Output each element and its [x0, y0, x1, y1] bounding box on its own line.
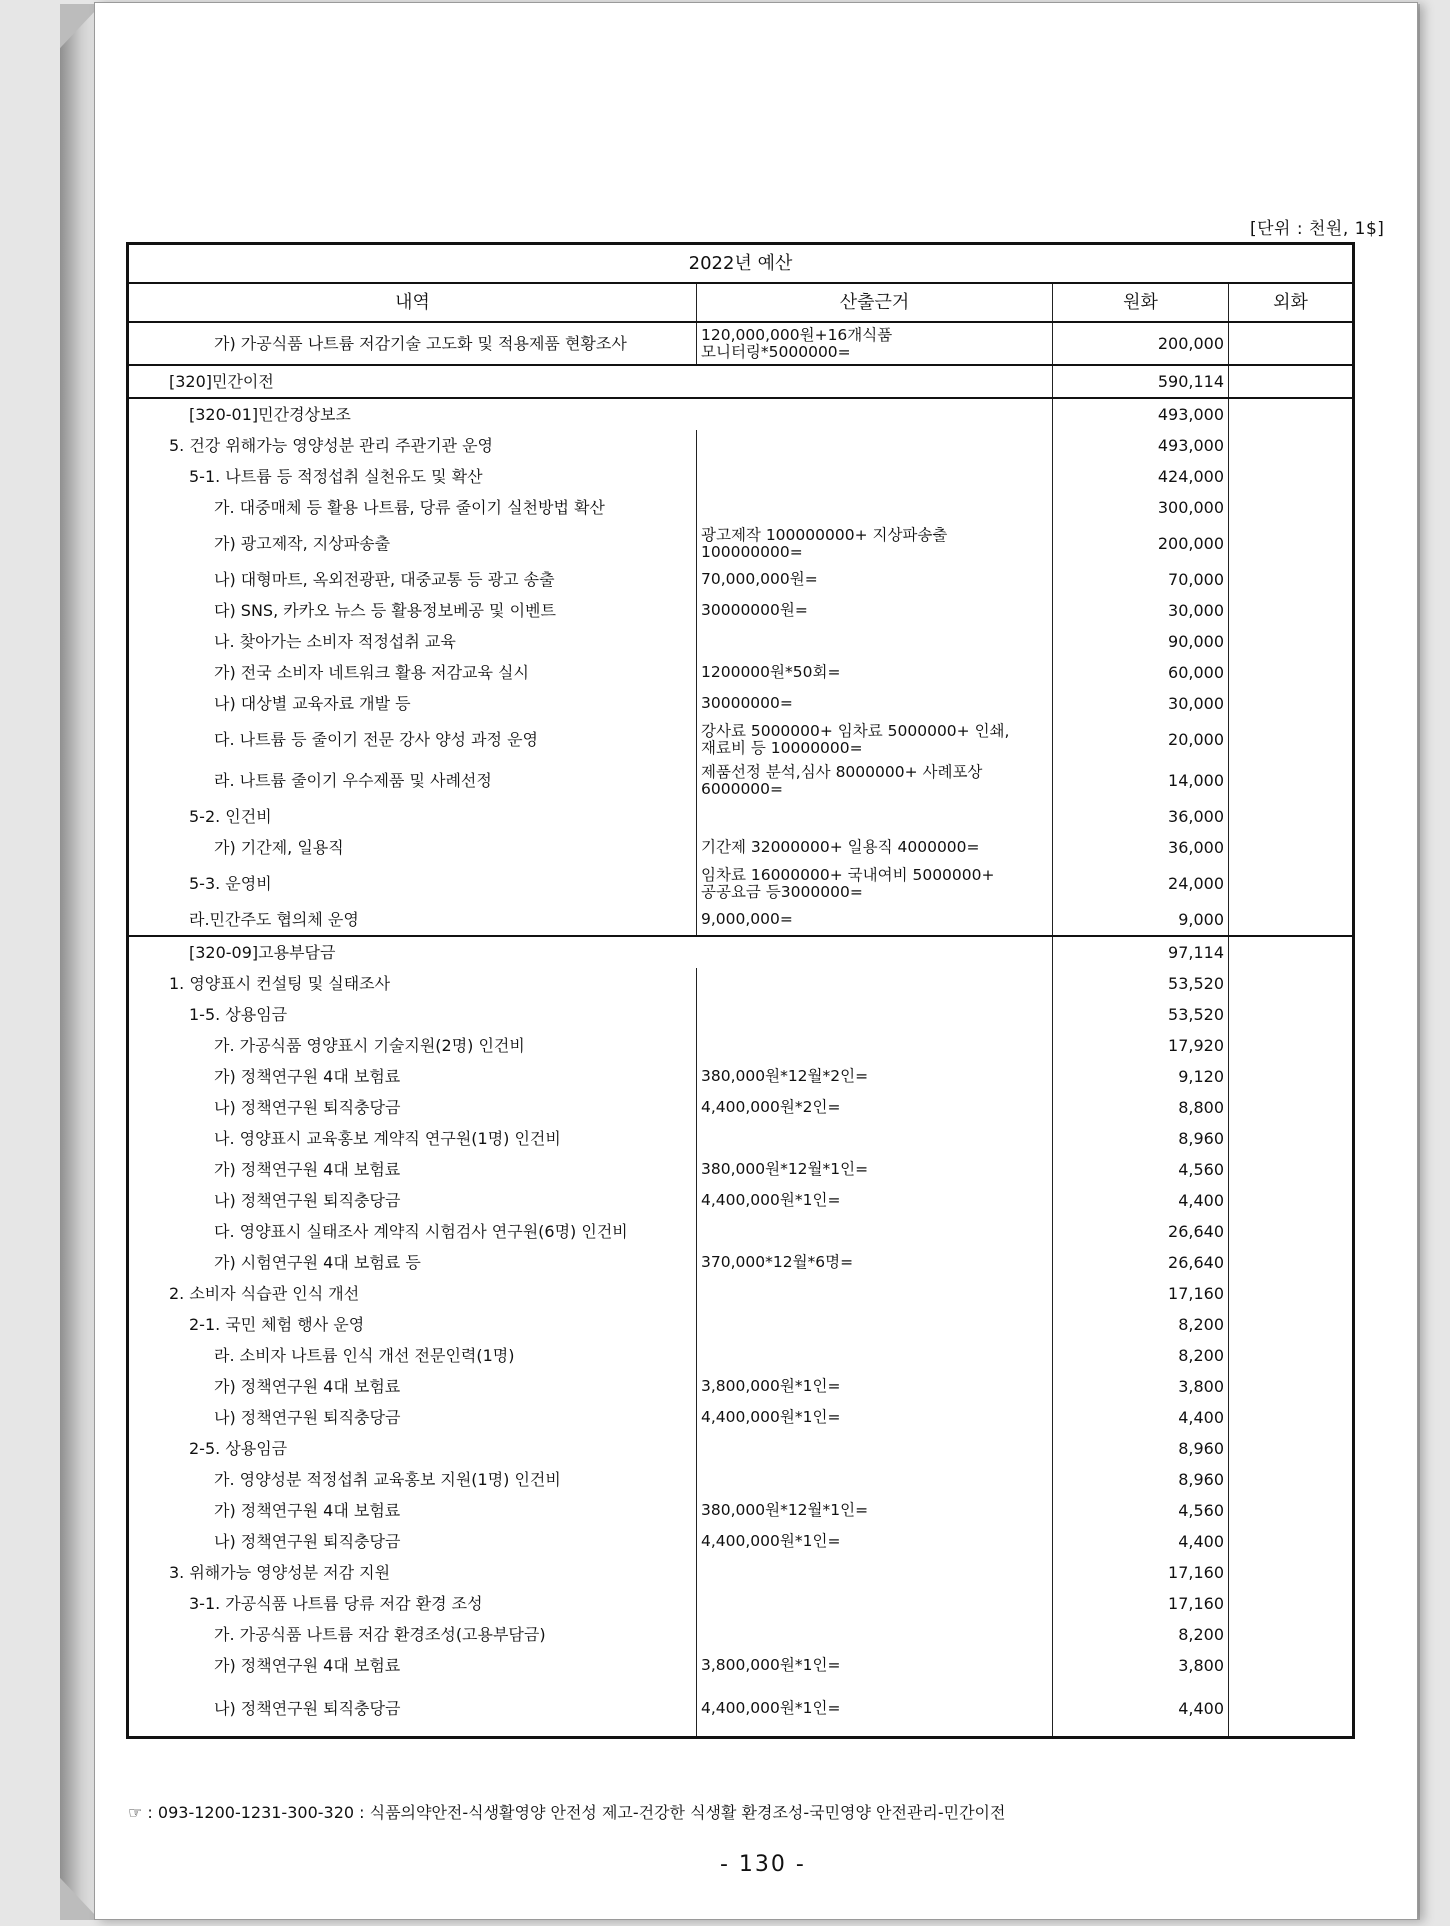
- row-foreign-amount: [1229, 1185, 1354, 1216]
- row-krw-amount: 26,640: [1053, 1247, 1229, 1278]
- row-description: 3. 위해가능 영양성분 저감 지원: [128, 1557, 697, 1588]
- row-foreign-amount: [1229, 936, 1354, 968]
- footnote: ☞ : 093-1200-1231-300-320 : 식품의약안전-식생활영양 안전성 제고-건강한 식생활 환경조성-국민영양 안전관리-민간이전: [128, 1803, 1006, 1822]
- table-row: [128, 1619, 1354, 1650]
- row-description: 나. 찾아가는 소비자 적정섭취 교육: [128, 626, 697, 657]
- row-description: 2-1. 국민 체험 행사 운영: [128, 1309, 697, 1340]
- table-row: [128, 1495, 1354, 1526]
- row-basis: [697, 1588, 1053, 1619]
- row-krw-amount: 4,400: [1053, 1681, 1229, 1738]
- row-foreign-amount: [1229, 1030, 1354, 1061]
- row-description: [320-09]고용부담금: [128, 936, 1053, 968]
- header-krw: 원화: [1053, 283, 1229, 322]
- row-description: 1. 영양표시 컨설팅 및 실태조사: [128, 968, 697, 999]
- row-krw-amount: 4,560: [1053, 1495, 1229, 1526]
- row-description: [320]민간이전: [128, 365, 1053, 398]
- row-foreign-amount: [1229, 1092, 1354, 1123]
- row-krw-amount: 3,800: [1053, 1650, 1229, 1681]
- row-foreign-amount: [1229, 322, 1354, 365]
- row-basis: 70,000,000원=: [697, 564, 1053, 595]
- row-foreign-amount: [1229, 1154, 1354, 1185]
- row-basis: [697, 1464, 1053, 1495]
- table-row: [128, 492, 1354, 523]
- row-description: 가) 정책연구원 4대 보험료: [128, 1371, 697, 1402]
- row-basis: [697, 1278, 1053, 1309]
- row-basis: [697, 968, 1053, 999]
- row-krw-amount: 4,400: [1053, 1402, 1229, 1433]
- row-krw-amount: 9,120: [1053, 1061, 1229, 1092]
- row-foreign-amount: [1229, 1650, 1354, 1681]
- table-row: [128, 626, 1354, 657]
- row-description: 나) 정책연구원 퇴직충당금: [128, 1185, 697, 1216]
- row-basis: 3,800,000원*1인=: [697, 1650, 1053, 1681]
- row-description: 라. 나트륨 줄이기 우수제품 및 사례선정: [128, 760, 697, 801]
- row-foreign-amount: [1229, 801, 1354, 832]
- row-description: 가) 가공식품 나트륨 저감기술 고도화 및 적용제품 현황조사: [128, 322, 697, 365]
- row-krw-amount: 36,000: [1053, 801, 1229, 832]
- row-foreign-amount: [1229, 968, 1354, 999]
- row-basis: 임차료 16000000+ 국내여비 5000000+ 공공요금 등3000000=: [697, 863, 1053, 904]
- row-krw-amount: 30,000: [1053, 688, 1229, 719]
- row-krw-amount: 9,000: [1053, 904, 1229, 936]
- table-title-row: [128, 244, 1354, 284]
- row-basis: 기간제 32000000+ 일용직 4000000=: [697, 832, 1053, 863]
- row-foreign-amount: [1229, 1123, 1354, 1154]
- row-krw-amount: 4,400: [1053, 1526, 1229, 1557]
- row-krw-amount: 60,000: [1053, 657, 1229, 688]
- table-row: [128, 1681, 1354, 1738]
- row-description: 나) 대형마트, 옥외전광판, 대중교통 등 광고 송출: [128, 564, 697, 595]
- row-description: 가) 정책연구원 4대 보험료: [128, 1650, 697, 1681]
- row-basis: 4,400,000원*1인=: [697, 1185, 1053, 1216]
- row-description: [320-01]민간경상보조: [128, 398, 1053, 430]
- row-foreign-amount: [1229, 1371, 1354, 1402]
- row-basis: 강사료 5000000+ 임차료 5000000+ 인쇄, 재료비 등 10000000=: [697, 719, 1053, 760]
- row-description: 다) SNS, 카카오 뉴스 등 활용정보베공 및 이벤트: [128, 595, 697, 626]
- row-basis: [697, 430, 1053, 461]
- row-krw-amount: 36,000: [1053, 832, 1229, 863]
- row-description: 가) 정책연구원 4대 보험료: [128, 1061, 697, 1092]
- row-basis: 4,400,000원*1인=: [697, 1402, 1053, 1433]
- row-foreign-amount: [1229, 365, 1354, 398]
- header-foreign: 외화: [1229, 283, 1354, 322]
- row-description: 다. 영양표시 실태조사 계약직 시험검사 연구원(6명) 인건비: [128, 1216, 697, 1247]
- row-krw-amount: 590,114: [1053, 365, 1229, 398]
- row-krw-amount: 8,800: [1053, 1092, 1229, 1123]
- row-foreign-amount: [1229, 1433, 1354, 1464]
- row-basis: 120,000,000원+16개식품 모니터링*5000000=: [697, 322, 1053, 365]
- table-row: [128, 1433, 1354, 1464]
- table-row: [128, 1123, 1354, 1154]
- row-description: 나) 대상별 교육자료 개발 등: [128, 688, 697, 719]
- row-basis: [697, 1030, 1053, 1061]
- row-basis: [697, 1309, 1053, 1340]
- row-description: 가) 정책연구원 4대 보험료: [128, 1154, 697, 1185]
- row-foreign-amount: [1229, 832, 1354, 863]
- table-row: [128, 398, 1354, 430]
- row-basis: 30000000원=: [697, 595, 1053, 626]
- row-foreign-amount: [1229, 430, 1354, 461]
- unit-label: [단위 : 천원, 1$]: [1250, 219, 1385, 239]
- row-basis: 30000000=: [697, 688, 1053, 719]
- row-krw-amount: 53,520: [1053, 999, 1229, 1030]
- table-row: [128, 1371, 1354, 1402]
- row-foreign-amount: [1229, 564, 1354, 595]
- row-foreign-amount: [1229, 1402, 1354, 1433]
- row-basis: [697, 1557, 1053, 1588]
- table-row: [128, 1247, 1354, 1278]
- row-krw-amount: 493,000: [1053, 398, 1229, 430]
- row-foreign-amount: [1229, 1588, 1354, 1619]
- row-description: 5. 건강 위해가능 영양성분 관리 주관기관 운영: [128, 430, 697, 461]
- row-description: 가. 대중매체 등 활용 나트륨, 당류 줄이기 실천방법 확산: [128, 492, 697, 523]
- table-row: [128, 1216, 1354, 1247]
- row-krw-amount: 70,000: [1053, 564, 1229, 595]
- table-row: [128, 1402, 1354, 1433]
- table-header-row: [128, 283, 1354, 322]
- row-foreign-amount: [1229, 398, 1354, 430]
- row-basis: [697, 1340, 1053, 1371]
- row-description: 다. 나트륨 등 줄이기 전문 강사 양성 과정 운영: [128, 719, 697, 760]
- row-description: 가) 기간제, 일용직: [128, 832, 697, 863]
- row-foreign-amount: [1229, 1557, 1354, 1588]
- table-row: [128, 1340, 1354, 1371]
- table-row: [128, 832, 1354, 863]
- table-row: [128, 688, 1354, 719]
- row-krw-amount: 30,000: [1053, 595, 1229, 626]
- row-krw-amount: 17,160: [1053, 1557, 1229, 1588]
- row-basis: 380,000원*12월*1인=: [697, 1154, 1053, 1185]
- row-krw-amount: 14,000: [1053, 760, 1229, 801]
- header-description: 내역: [128, 283, 697, 322]
- row-description: 3-1. 가공식품 나트륨 당류 저감 환경 조성: [128, 1588, 697, 1619]
- table-row: [128, 1185, 1354, 1216]
- row-krw-amount: 17,160: [1053, 1278, 1229, 1309]
- row-foreign-amount: [1229, 461, 1354, 492]
- row-krw-amount: 53,520: [1053, 968, 1229, 999]
- row-foreign-amount: [1229, 1526, 1354, 1557]
- row-krw-amount: 4,560: [1053, 1154, 1229, 1185]
- row-foreign-amount: [1229, 1247, 1354, 1278]
- row-description: 가. 가공식품 영양표시 기술지원(2명) 인건비: [128, 1030, 697, 1061]
- table-row: [128, 863, 1354, 904]
- table-row: [128, 365, 1354, 398]
- row-foreign-amount: [1229, 1619, 1354, 1650]
- row-foreign-amount: [1229, 999, 1354, 1030]
- row-foreign-amount: [1229, 1216, 1354, 1247]
- row-krw-amount: 8,960: [1053, 1464, 1229, 1495]
- row-krw-amount: 493,000: [1053, 430, 1229, 461]
- row-basis: 380,000원*12월*1인=: [697, 1495, 1053, 1526]
- row-foreign-amount: [1229, 863, 1354, 904]
- row-foreign-amount: [1229, 657, 1354, 688]
- table-row: [128, 999, 1354, 1030]
- row-foreign-amount: [1229, 1278, 1354, 1309]
- table-row: [128, 1526, 1354, 1557]
- row-krw-amount: 4,400: [1053, 1185, 1229, 1216]
- row-basis: [697, 1216, 1053, 1247]
- row-foreign-amount: [1229, 1340, 1354, 1371]
- table-row: [128, 523, 1354, 564]
- row-basis: 380,000원*12월*2인=: [697, 1061, 1053, 1092]
- row-description: 2. 소비자 식습관 인식 개선: [128, 1278, 697, 1309]
- row-basis: [697, 626, 1053, 657]
- table-row: [128, 430, 1354, 461]
- row-krw-amount: 200,000: [1053, 523, 1229, 564]
- row-basis: 4,400,000원*2인=: [697, 1092, 1053, 1123]
- table-row: [128, 1464, 1354, 1495]
- table-row: [128, 968, 1354, 999]
- row-description: 나) 정책연구원 퇴직충당금: [128, 1092, 697, 1123]
- table-row: [128, 1278, 1354, 1309]
- row-basis: 370,000*12월*6명=: [697, 1247, 1053, 1278]
- table-row: [128, 904, 1354, 936]
- row-krw-amount: 8,960: [1053, 1123, 1229, 1154]
- row-basis: [697, 1433, 1053, 1464]
- table-row: [128, 1309, 1354, 1340]
- row-description: 5-1. 나트륨 등 적정섭취 실천유도 및 확산: [128, 461, 697, 492]
- row-basis: [697, 461, 1053, 492]
- row-krw-amount: 200,000: [1053, 322, 1229, 365]
- row-foreign-amount: [1229, 1681, 1354, 1738]
- row-description: 1-5. 상용임금: [128, 999, 697, 1030]
- row-description: 가. 영양성분 적정섭취 교육홍보 지원(1명) 인건비: [128, 1464, 697, 1495]
- row-basis: [697, 801, 1053, 832]
- table-row: [128, 1154, 1354, 1185]
- row-basis: 4,400,000원*1인=: [697, 1526, 1053, 1557]
- row-foreign-amount: [1229, 904, 1354, 936]
- page-edge: [60, 10, 96, 1916]
- row-foreign-amount: [1229, 492, 1354, 523]
- row-foreign-amount: [1229, 595, 1354, 626]
- row-krw-amount: 97,114: [1053, 936, 1229, 968]
- table-row: [128, 1557, 1354, 1588]
- row-krw-amount: 17,920: [1053, 1030, 1229, 1061]
- row-description: 나) 정책연구원 퇴직충당금: [128, 1526, 697, 1557]
- row-description: 5-2. 인건비: [128, 801, 697, 832]
- row-description: 라.민간주도 협의체 운영: [128, 904, 697, 936]
- header-basis: 산출근거: [697, 283, 1053, 322]
- row-basis: 1200000원*50회=: [697, 657, 1053, 688]
- table-row: [128, 1650, 1354, 1681]
- row-krw-amount: 8,960: [1053, 1433, 1229, 1464]
- table-row: [128, 595, 1354, 626]
- row-foreign-amount: [1229, 760, 1354, 801]
- row-basis: [697, 1619, 1053, 1650]
- row-basis: [697, 999, 1053, 1030]
- row-krw-amount: 8,200: [1053, 1619, 1229, 1650]
- row-basis: [697, 1123, 1053, 1154]
- row-krw-amount: 8,200: [1053, 1340, 1229, 1371]
- table-row: [128, 461, 1354, 492]
- row-description: 가) 광고제작, 지상파송출: [128, 523, 697, 564]
- row-foreign-amount: [1229, 626, 1354, 657]
- row-foreign-amount: [1229, 719, 1354, 760]
- row-basis: 4,400,000원*1인=: [697, 1681, 1053, 1738]
- row-foreign-amount: [1229, 1309, 1354, 1340]
- table-title: 2022년 예산: [128, 244, 1354, 284]
- row-description: 가) 전국 소비자 네트워크 활용 저감교육 실시: [128, 657, 697, 688]
- row-description: 5-3. 운영비: [128, 863, 697, 904]
- row-foreign-amount: [1229, 1495, 1354, 1526]
- row-krw-amount: 17,160: [1053, 1588, 1229, 1619]
- page-number: - 130 -: [720, 1852, 806, 1877]
- row-description: 나) 정책연구원 퇴직충당금: [128, 1402, 697, 1433]
- row-description: 가. 가공식품 나트륨 저감 환경조성(고용부담금): [128, 1619, 697, 1650]
- row-foreign-amount: [1229, 523, 1354, 564]
- table-row: [128, 657, 1354, 688]
- row-description: 나. 영양표시 교육홍보 계약직 연구원(1명) 인건비: [128, 1123, 697, 1154]
- row-basis: 3,800,000원*1인=: [697, 1371, 1053, 1402]
- table-row: [128, 1061, 1354, 1092]
- row-krw-amount: 24,000: [1053, 863, 1229, 904]
- row-krw-amount: 90,000: [1053, 626, 1229, 657]
- row-foreign-amount: [1229, 1061, 1354, 1092]
- table-row: [128, 1588, 1354, 1619]
- row-krw-amount: 26,640: [1053, 1216, 1229, 1247]
- row-krw-amount: 8,200: [1053, 1309, 1229, 1340]
- row-description: 라. 소비자 나트륨 인식 개선 전문인력(1명): [128, 1340, 697, 1371]
- table-row: [128, 322, 1354, 365]
- row-foreign-amount: [1229, 688, 1354, 719]
- row-basis: 제품선정 분석,심사 8000000+ 사례포상 6000000=: [697, 760, 1053, 801]
- table-row: [128, 936, 1354, 968]
- row-basis: [697, 492, 1053, 523]
- table-row: [128, 719, 1354, 760]
- budget-table: [126, 242, 1355, 1739]
- row-description: 가) 시험연구원 4대 보험료 등: [128, 1247, 697, 1278]
- row-description: 가) 정책연구원 4대 보험료: [128, 1495, 697, 1526]
- table-row: [128, 564, 1354, 595]
- row-krw-amount: 424,000: [1053, 461, 1229, 492]
- row-basis: 9,000,000=: [697, 904, 1053, 936]
- row-krw-amount: 300,000: [1053, 492, 1229, 523]
- table-row: [128, 760, 1354, 801]
- row-description: 나) 정책연구원 퇴직충당금: [128, 1681, 697, 1738]
- table-row: [128, 1030, 1354, 1061]
- row-krw-amount: 3,800: [1053, 1371, 1229, 1402]
- row-krw-amount: 20,000: [1053, 719, 1229, 760]
- row-foreign-amount: [1229, 1464, 1354, 1495]
- table-row: [128, 1092, 1354, 1123]
- table-row: [128, 801, 1354, 832]
- row-description: 2-5. 상용임금: [128, 1433, 697, 1464]
- table-body: [128, 322, 1354, 1738]
- row-basis: 광고제작 100000000+ 지상파송출 100000000=: [697, 523, 1053, 564]
